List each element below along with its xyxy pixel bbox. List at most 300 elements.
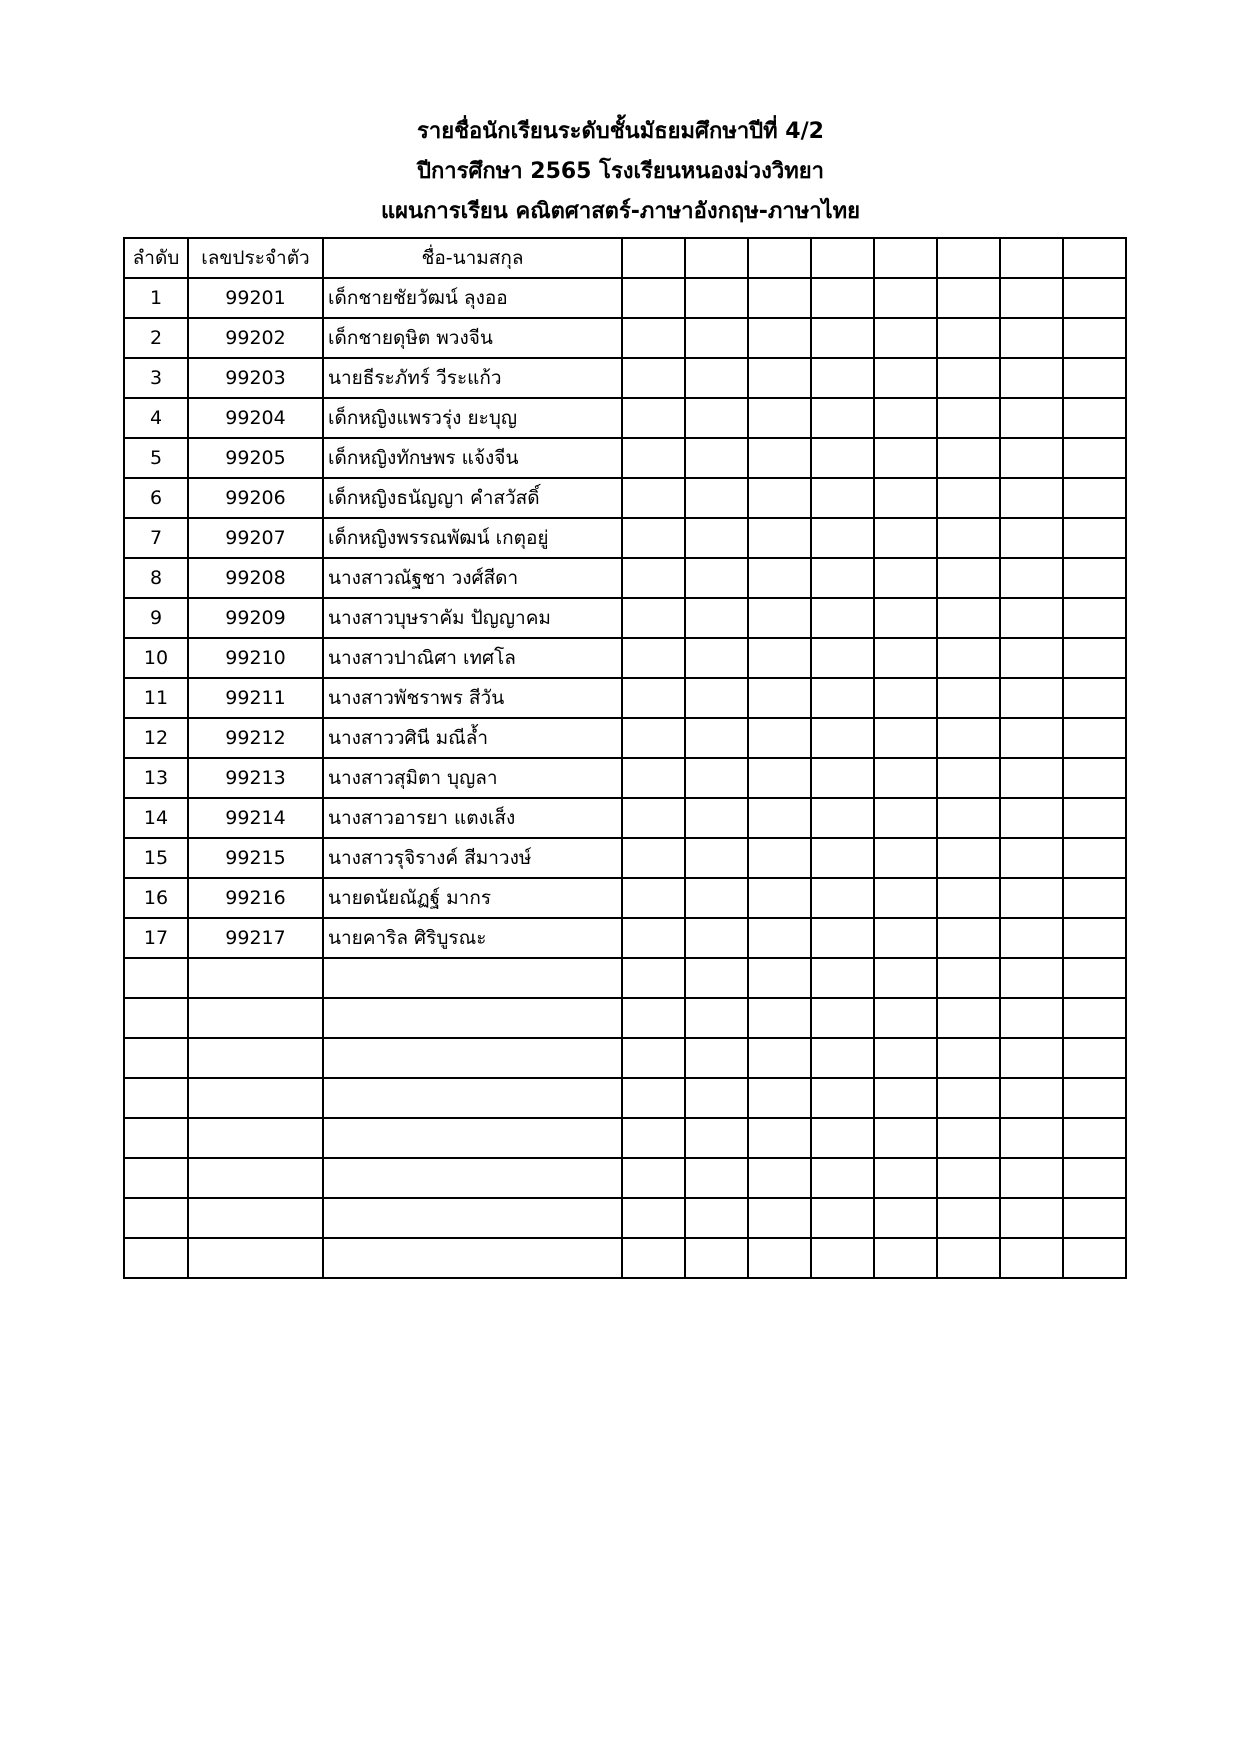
blank-cell xyxy=(1000,598,1063,638)
cell-student-id xyxy=(188,998,323,1038)
cell-student-id: 99207 xyxy=(188,518,323,558)
blank-cell xyxy=(685,718,748,758)
cell-no xyxy=(124,1038,188,1078)
blank-cell xyxy=(1063,918,1126,958)
blank-cell xyxy=(1000,718,1063,758)
blank-cell xyxy=(874,718,937,758)
blank-cell xyxy=(811,278,874,318)
cell-no: 3 xyxy=(124,358,188,398)
blank-cell xyxy=(622,318,685,358)
blank-cell xyxy=(1063,638,1126,678)
cell-student-name xyxy=(323,1118,622,1158)
cell-no: 4 xyxy=(124,398,188,438)
cell-student-name xyxy=(323,958,622,998)
blank-cell xyxy=(1063,1158,1126,1198)
cell-no xyxy=(124,1078,188,1118)
cell-student-id: 99215 xyxy=(188,838,323,878)
blank-cell xyxy=(622,1118,685,1158)
cell-student-name: นางสาวสุมิตา บุญลา xyxy=(323,758,622,798)
blank-cell xyxy=(874,998,937,1038)
cell-no xyxy=(124,1238,188,1278)
table-row xyxy=(124,1118,1126,1158)
blank-cell xyxy=(937,958,1000,998)
cell-student-name: นายดนัยณัฏฐ์ มากร xyxy=(323,878,622,918)
blank-cell xyxy=(685,398,748,438)
blank-cell xyxy=(748,1158,811,1198)
cell-student-name: นางสาวรุจิรางค์ สีมาวงษ์ xyxy=(323,838,622,878)
blank-cell xyxy=(685,1118,748,1158)
blank-cell xyxy=(748,358,811,398)
table-row xyxy=(124,1158,1126,1198)
cell-student-name: นางสาวบุษราคัม ปัญญาคม xyxy=(323,598,622,638)
cell-student-name xyxy=(323,1078,622,1118)
blank-cell xyxy=(748,838,811,878)
blank-cell xyxy=(1000,998,1063,1038)
blank-cell xyxy=(622,918,685,958)
blank-cell xyxy=(874,1158,937,1198)
blank-cell xyxy=(685,758,748,798)
cell-no: 8 xyxy=(124,558,188,598)
cell-student-name: นางสาวอารยา แตงเส็ง xyxy=(323,798,622,838)
blank-cell xyxy=(1063,558,1126,598)
cell-student-id: 99205 xyxy=(188,438,323,478)
blank-cell xyxy=(874,838,937,878)
blank-cell xyxy=(874,958,937,998)
cell-no: 7 xyxy=(124,518,188,558)
table-row xyxy=(124,398,1126,438)
blank-cell xyxy=(685,1198,748,1238)
blank-cell xyxy=(811,638,874,678)
blank-cell xyxy=(685,918,748,958)
blank-cell xyxy=(811,918,874,958)
blank-cell xyxy=(1063,518,1126,558)
cell-no: 14 xyxy=(124,798,188,838)
blank-cell xyxy=(937,1238,1000,1278)
table-row xyxy=(124,1078,1126,1118)
blank-cell xyxy=(1000,918,1063,958)
blank-cell xyxy=(937,518,1000,558)
blank-header-cell xyxy=(685,238,748,278)
blank-cell xyxy=(685,638,748,678)
blank-cell xyxy=(748,438,811,478)
blank-cell xyxy=(937,598,1000,638)
blank-cell xyxy=(1063,758,1126,798)
cell-student-id: 99203 xyxy=(188,358,323,398)
blank-cell xyxy=(748,1038,811,1078)
cell-student-id: 99210 xyxy=(188,638,323,678)
blank-cell xyxy=(748,758,811,798)
blank-cell xyxy=(748,718,811,758)
blank-cell xyxy=(748,1118,811,1158)
blank-cell xyxy=(1000,478,1063,518)
blank-cell xyxy=(874,798,937,838)
blank-cell xyxy=(1063,1118,1126,1158)
blank-cell xyxy=(874,358,937,398)
cell-student-name: นางสาววศินี มณีล้ำ xyxy=(323,718,622,758)
blank-cell xyxy=(874,558,937,598)
blank-cell xyxy=(874,318,937,358)
blank-cell xyxy=(1000,1078,1063,1118)
table-header-row xyxy=(124,238,1126,278)
blank-cell xyxy=(811,1198,874,1238)
blank-cell xyxy=(811,958,874,998)
table-row xyxy=(124,958,1126,998)
cell-no: 17 xyxy=(124,918,188,958)
cell-no: 12 xyxy=(124,718,188,758)
cell-no: 9 xyxy=(124,598,188,638)
blank-cell xyxy=(811,1158,874,1198)
blank-cell xyxy=(748,798,811,838)
blank-cell xyxy=(622,958,685,998)
blank-cell xyxy=(1063,838,1126,878)
blank-cell xyxy=(748,678,811,718)
blank-cell xyxy=(874,518,937,558)
cell-no: 11 xyxy=(124,678,188,718)
blank-cell xyxy=(748,638,811,678)
table-row xyxy=(124,878,1126,918)
blank-cell xyxy=(622,758,685,798)
blank-cell xyxy=(622,1158,685,1198)
blank-cell xyxy=(748,878,811,918)
blank-cell xyxy=(937,838,1000,878)
col-header-name: ชื่อ-นามสกุล xyxy=(323,238,622,278)
blank-cell xyxy=(811,1238,874,1278)
blank-header-cell xyxy=(1063,238,1126,278)
blank-cell xyxy=(685,598,748,638)
cell-student-id xyxy=(188,1118,323,1158)
cell-student-name: เด็กหญิงแพรวรุ่ง ยะบุญ xyxy=(323,398,622,438)
blank-cell xyxy=(811,758,874,798)
table-row xyxy=(124,278,1126,318)
blank-cell xyxy=(1063,598,1126,638)
blank-header-cell xyxy=(1000,238,1063,278)
cell-student-name xyxy=(323,1238,622,1278)
blank-cell xyxy=(811,998,874,1038)
blank-cell xyxy=(874,878,937,918)
blank-cell xyxy=(622,718,685,758)
blank-cell xyxy=(685,438,748,478)
blank-cell xyxy=(937,438,1000,478)
cell-student-name xyxy=(323,1158,622,1198)
table-row xyxy=(124,798,1126,838)
blank-cell xyxy=(748,318,811,358)
cell-student-name: นางสาวณัฐชา วงศ์สีดา xyxy=(323,558,622,598)
blank-cell xyxy=(874,438,937,478)
blank-cell xyxy=(685,1238,748,1278)
blank-cell xyxy=(937,758,1000,798)
blank-cell xyxy=(811,678,874,718)
blank-cell xyxy=(937,1118,1000,1158)
blank-cell xyxy=(811,478,874,518)
blank-cell xyxy=(1000,638,1063,678)
blank-cell xyxy=(748,398,811,438)
cell-no: 15 xyxy=(124,838,188,878)
blank-cell xyxy=(1063,1238,1126,1278)
blank-cell xyxy=(937,398,1000,438)
cell-student-id xyxy=(188,1038,323,1078)
blank-cell xyxy=(1000,1238,1063,1278)
blank-cell xyxy=(622,798,685,838)
cell-no xyxy=(124,1158,188,1198)
cell-student-id xyxy=(188,1078,323,1118)
blank-cell xyxy=(1000,1158,1063,1198)
blank-cell xyxy=(748,518,811,558)
blank-cell xyxy=(811,558,874,598)
cell-student-id: 99208 xyxy=(188,558,323,598)
blank-cell xyxy=(685,878,748,918)
blank-cell xyxy=(1063,798,1126,838)
blank-cell xyxy=(874,918,937,958)
table-row xyxy=(124,678,1126,718)
table-row xyxy=(124,1238,1126,1278)
blank-cell xyxy=(1000,758,1063,798)
blank-cell xyxy=(874,1238,937,1278)
blank-header-cell xyxy=(874,238,937,278)
blank-cell xyxy=(685,518,748,558)
blank-cell xyxy=(685,318,748,358)
blank-cell xyxy=(874,638,937,678)
blank-cell xyxy=(1063,878,1126,918)
table-body xyxy=(124,278,1126,1278)
student-roster-table xyxy=(123,237,1127,1279)
cell-no: 13 xyxy=(124,758,188,798)
blank-cell xyxy=(622,998,685,1038)
blank-cell xyxy=(1000,838,1063,878)
blank-cell xyxy=(874,1078,937,1118)
cell-student-name xyxy=(323,1198,622,1238)
table-row xyxy=(124,998,1126,1038)
blank-cell xyxy=(1063,318,1126,358)
blank-cell xyxy=(748,918,811,958)
cell-no xyxy=(124,958,188,998)
cell-student-id xyxy=(188,1238,323,1278)
cell-student-id: 99211 xyxy=(188,678,323,718)
col-header-student-id: เลขประจำตัว xyxy=(188,238,323,278)
cell-student-id: 99217 xyxy=(188,918,323,958)
blank-cell xyxy=(811,878,874,918)
blank-cell xyxy=(685,278,748,318)
blank-header-cell xyxy=(748,238,811,278)
blank-cell xyxy=(811,1118,874,1158)
blank-cell xyxy=(874,678,937,718)
blank-cell xyxy=(937,1078,1000,1118)
blank-cell xyxy=(937,1198,1000,1238)
blank-cell xyxy=(1063,1078,1126,1118)
blank-cell xyxy=(1063,398,1126,438)
blank-cell xyxy=(874,1198,937,1238)
blank-cell xyxy=(748,998,811,1038)
blank-cell xyxy=(874,1038,937,1078)
cell-no: 1 xyxy=(124,278,188,318)
cell-student-id: 99202 xyxy=(188,318,323,358)
blank-cell xyxy=(1063,278,1126,318)
blank-cell xyxy=(811,718,874,758)
blank-cell xyxy=(748,278,811,318)
table-row xyxy=(124,318,1126,358)
title-class: รายชื่อนักเรียนระดับชั้นมัธยมศึกษาปีที่ 4/2 xyxy=(417,119,824,144)
blank-cell xyxy=(622,438,685,478)
blank-cell xyxy=(622,878,685,918)
blank-cell xyxy=(1063,1038,1126,1078)
blank-cell xyxy=(1000,398,1063,438)
title-school-year: ปีการศึกษา 2565 โรงเรียนหนองม่วงวิทยา xyxy=(417,159,824,184)
blank-cell xyxy=(1063,358,1126,398)
blank-cell xyxy=(811,438,874,478)
blank-cell xyxy=(622,638,685,678)
blank-cell xyxy=(874,598,937,638)
blank-cell xyxy=(685,1158,748,1198)
blank-cell xyxy=(1063,438,1126,478)
cell-student-name: เด็กหญิงพรรณพัฒน์ เกตุอยู่ xyxy=(323,518,622,558)
blank-cell xyxy=(685,1038,748,1078)
cell-student-id: 99206 xyxy=(188,478,323,518)
blank-cell xyxy=(1000,878,1063,918)
cell-student-name: นายธีระภัทร์ วีระแก้ว xyxy=(323,358,622,398)
cell-no xyxy=(124,998,188,1038)
blank-cell xyxy=(874,278,937,318)
cell-student-name: นายคาริล ศิริบูรณะ xyxy=(323,918,622,958)
blank-cell xyxy=(685,838,748,878)
col-header-no: ลำดับ xyxy=(124,238,188,278)
blank-cell xyxy=(874,758,937,798)
blank-cell xyxy=(748,558,811,598)
cell-student-name: เด็กหญิงธนัญญา คำสวัสดิ์ xyxy=(323,478,622,518)
blank-cell xyxy=(1000,1038,1063,1078)
table-row xyxy=(124,598,1126,638)
blank-cell xyxy=(811,1078,874,1118)
blank-cell xyxy=(1000,518,1063,558)
blank-cell xyxy=(622,558,685,598)
blank-cell xyxy=(811,1038,874,1078)
table-row xyxy=(124,718,1126,758)
cell-no xyxy=(124,1198,188,1238)
blank-cell xyxy=(685,1078,748,1118)
cell-student-id xyxy=(188,958,323,998)
blank-cell xyxy=(811,598,874,638)
blank-cell xyxy=(685,958,748,998)
blank-cell xyxy=(937,678,1000,718)
blank-cell xyxy=(1000,558,1063,598)
blank-cell xyxy=(748,478,811,518)
blank-cell xyxy=(1000,278,1063,318)
blank-cell xyxy=(622,1238,685,1278)
blank-cell xyxy=(1063,718,1126,758)
blank-cell xyxy=(622,398,685,438)
cell-no: 5 xyxy=(124,438,188,478)
cell-no: 16 xyxy=(124,878,188,918)
cell-student-id: 99216 xyxy=(188,878,323,918)
cell-student-name: เด็กชายชัยวัฒน์ ลุงออ xyxy=(323,278,622,318)
blank-cell xyxy=(622,1038,685,1078)
blank-cell xyxy=(622,598,685,638)
blank-cell xyxy=(937,1038,1000,1078)
blank-cell xyxy=(748,958,811,998)
blank-cell xyxy=(874,1118,937,1158)
blank-cell xyxy=(622,1198,685,1238)
cell-student-id: 99204 xyxy=(188,398,323,438)
blank-cell xyxy=(811,358,874,398)
blank-cell xyxy=(685,798,748,838)
table-row xyxy=(124,1198,1126,1238)
cell-student-id: 99213 xyxy=(188,758,323,798)
blank-cell xyxy=(1063,1198,1126,1238)
blank-cell xyxy=(937,358,1000,398)
cell-student-id: 99209 xyxy=(188,598,323,638)
blank-cell xyxy=(937,918,1000,958)
blank-cell xyxy=(622,1078,685,1118)
table-row xyxy=(124,358,1126,398)
blank-cell xyxy=(811,398,874,438)
blank-cell xyxy=(1000,958,1063,998)
blank-cell xyxy=(874,398,937,438)
blank-header-cell xyxy=(622,238,685,278)
table-row xyxy=(124,478,1126,518)
blank-cell xyxy=(622,518,685,558)
blank-cell xyxy=(622,678,685,718)
table-row xyxy=(124,518,1126,558)
cell-student-name xyxy=(323,1038,622,1078)
cell-student-name: นางสาวพัชราพร สีวัน xyxy=(323,678,622,718)
cell-student-id: 99214 xyxy=(188,798,323,838)
blank-cell xyxy=(622,838,685,878)
blank-cell xyxy=(685,998,748,1038)
blank-header-cell xyxy=(811,238,874,278)
blank-cell xyxy=(1000,358,1063,398)
blank-cell xyxy=(1000,318,1063,358)
blank-cell xyxy=(937,798,1000,838)
blank-cell xyxy=(1063,478,1126,518)
blank-cell xyxy=(811,798,874,838)
cell-student-name: นางสาวปาณิศา เทศโล xyxy=(323,638,622,678)
table-row xyxy=(124,918,1126,958)
blank-cell xyxy=(1063,958,1126,998)
blank-cell xyxy=(1063,998,1126,1038)
blank-cell xyxy=(748,598,811,638)
blank-cell xyxy=(748,1198,811,1238)
blank-cell xyxy=(937,478,1000,518)
blank-cell xyxy=(937,558,1000,598)
blank-cell xyxy=(1000,798,1063,838)
blank-cell xyxy=(874,478,937,518)
blank-cell xyxy=(748,1238,811,1278)
table-row xyxy=(124,638,1126,678)
blank-cell xyxy=(811,318,874,358)
blank-cell xyxy=(1000,438,1063,478)
blank-cell xyxy=(685,678,748,718)
blank-cell xyxy=(622,278,685,318)
table-row xyxy=(124,838,1126,878)
blank-cell xyxy=(622,358,685,398)
blank-cell xyxy=(937,278,1000,318)
cell-no: 10 xyxy=(124,638,188,678)
blank-cell xyxy=(811,838,874,878)
title-study-plan: แผนการเรียน คณิตศาสตร์-ภาษาอังกฤษ-ภาษาไทย xyxy=(380,199,861,224)
cell-no: 2 xyxy=(124,318,188,358)
blank-cell xyxy=(1000,678,1063,718)
blank-cell xyxy=(685,558,748,598)
blank-cell xyxy=(811,518,874,558)
blank-cell xyxy=(937,318,1000,358)
table-row xyxy=(124,438,1126,478)
document-header xyxy=(0,112,1241,232)
cell-student-id xyxy=(188,1198,323,1238)
blank-cell xyxy=(937,998,1000,1038)
blank-cell xyxy=(937,718,1000,758)
table-row xyxy=(124,558,1126,598)
table-row xyxy=(124,758,1126,798)
cell-no xyxy=(124,1118,188,1158)
cell-student-name: เด็กชายดุษิต พวงจีน xyxy=(323,318,622,358)
